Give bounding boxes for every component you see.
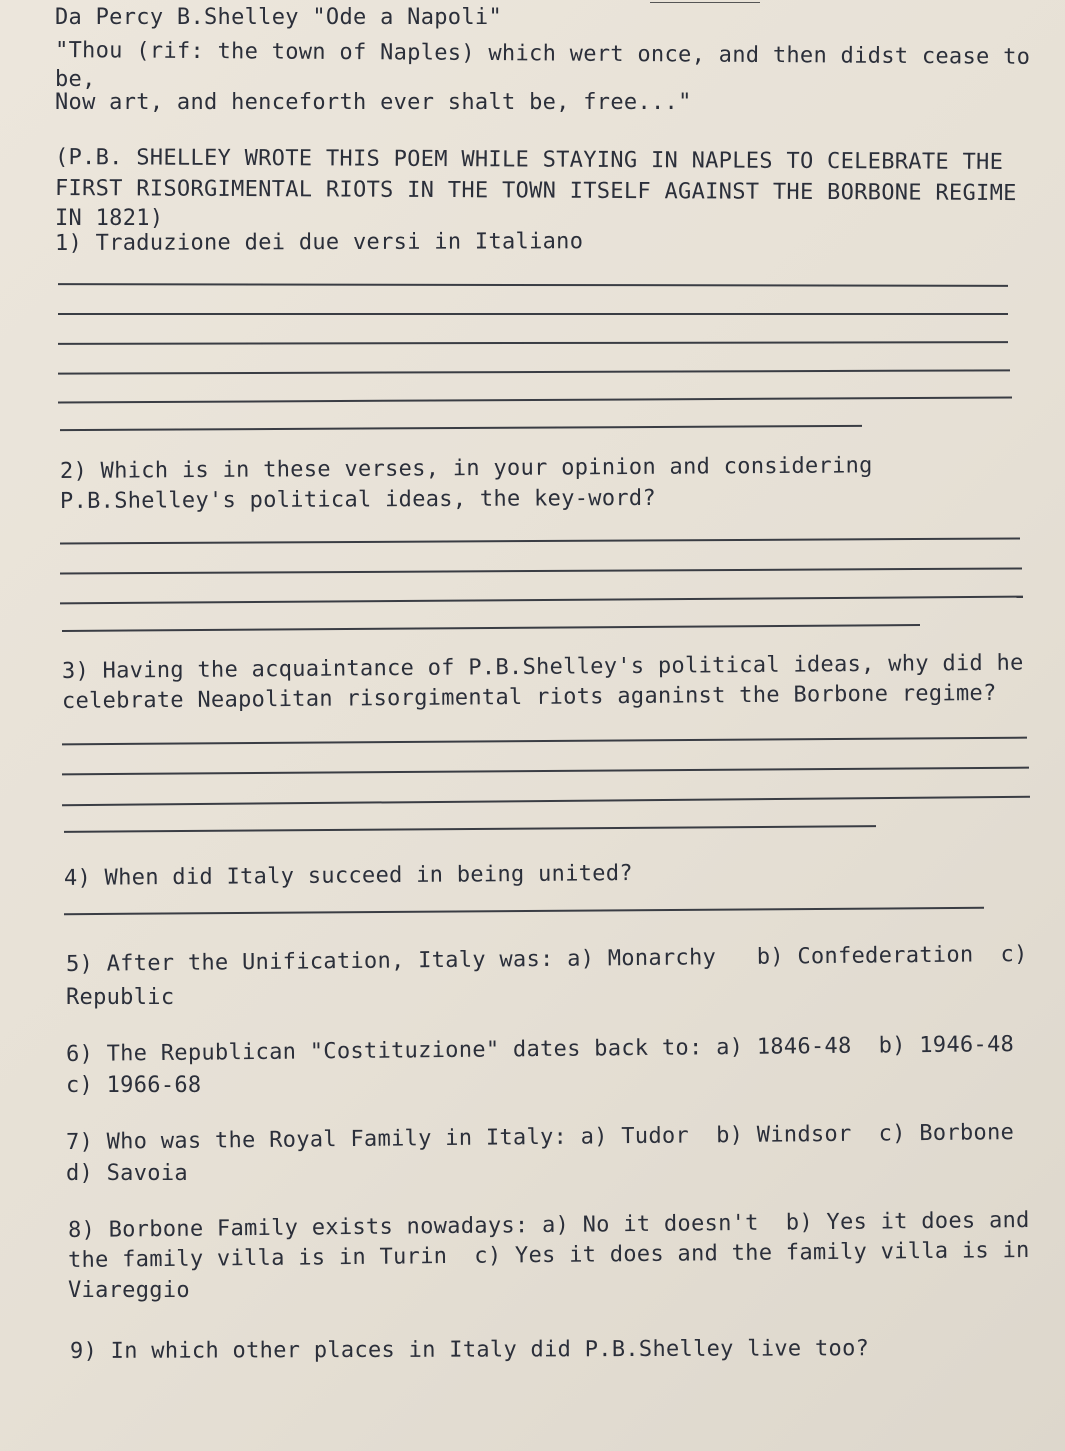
question-8-line-1: 8) Borbone Family exists nowadays: a) No it doesn't b) Yes it does and	[67, 1207, 1030, 1243]
answer-line[interactable]	[62, 624, 920, 631]
answer-line[interactable]	[60, 537, 1020, 544]
top-name-rule	[650, 2, 760, 3]
answer-line[interactable]	[58, 283, 1008, 286]
answer-line[interactable]	[62, 767, 1029, 775]
question-3-line-2: celebrate Neapolitan risorgimental riots aganinst the Borbone regime?	[61, 680, 997, 714]
poem-source: Da Percy B.Shelley "Ode a Napoli"	[55, 5, 502, 30]
quote-line-2: be,	[55, 67, 96, 92]
question-1: 1) Traduzione dei due versi in Italiano	[54, 229, 584, 256]
answer-line[interactable]	[58, 341, 1008, 344]
question-6-line-1: 6) The Republican "Costituzione" dates back to: a) 1846-48 b) 1946-48	[65, 1032, 1015, 1067]
answer-line[interactable]	[62, 737, 1027, 745]
intro-line-2: FIRST RISORGIMENTAL RIOTS IN THE TOWN ITSELF AGAINST THE BORBONE REGIME	[54, 176, 1017, 207]
answer-line[interactable]	[64, 907, 984, 915]
answer-line[interactable]	[60, 567, 1022, 574]
question-6-line-2: c) 1966-68	[66, 1073, 202, 1098]
answer-line[interactable]	[58, 313, 1008, 315]
answer-line[interactable]	[58, 397, 1012, 403]
answer-line[interactable]	[64, 825, 876, 832]
quote-line-3: Now art, and henceforth ever shalt be, free..."	[55, 90, 692, 115]
question-2-line-2: P.B.Shelley's political ideas, the key-word?	[59, 485, 657, 514]
answer-line[interactable]	[62, 796, 1030, 806]
question-3-line-1: 3) Having the acquaintance of P.B.Shelley's political ideas, why did he	[61, 650, 1024, 684]
intro-line-3: IN 1821)	[55, 206, 164, 231]
answer-line[interactable]	[60, 596, 1023, 604]
question-7-line-1: 7) Who was the Royal Family in Italy: a) Tudor b) Windsor c) Borbone	[65, 1120, 1015, 1155]
question-5-line-2: Republic	[66, 985, 175, 1010]
question-8-line-3: Viareggio	[68, 1278, 190, 1303]
quote-line-1: "Thou (rif: the town of Naples) which wert once, and then didst cease to	[54, 38, 1031, 70]
question-9: 9) In which other places in Italy did P.B.Shelley live too?	[69, 1336, 870, 1364]
question-2-line-1: 2) Which is in these verses, in your opinion and considering	[59, 453, 873, 484]
question-4: 4) When did Italy succeed in being united?	[63, 861, 633, 891]
question-8-line-2: the family villa is in Turin c) Yes it does and the family villa is in	[67, 1237, 1030, 1273]
answer-line[interactable]	[58, 369, 1010, 374]
question-5-line-1: 5) After the Unification, Italy was: a) Monarchy b) Confederation c)	[65, 941, 1028, 977]
answer-line[interactable]	[60, 425, 862, 431]
intro-line-1: (P.B. SHELLEY WROTE THIS POEM WHILE STAYING IN NAPLES TO CELEBRATE THE	[54, 145, 1004, 175]
question-7-line-2: d) Savoia	[66, 1161, 188, 1186]
